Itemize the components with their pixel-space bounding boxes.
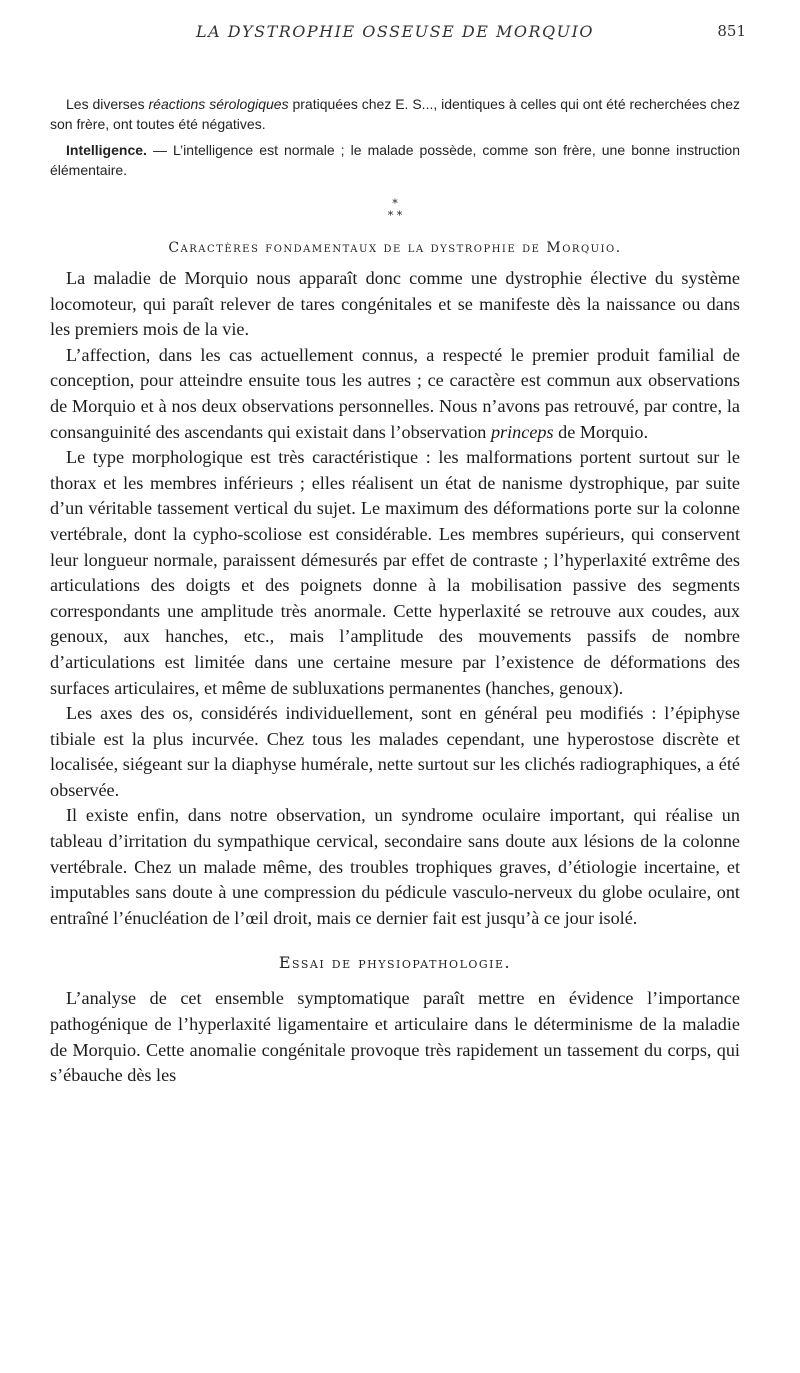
running-head: [50, 0, 746, 50]
body-paragraph: L’analyse de cet ensemble symptomatique paraît mettre en évidence l’importance pathogénique de l’hyperlaxité ligamentaire et articulaire dans le déterminisme de la maladie de Morquio. Cette anomalie congénitale provoque très rapidement un tassement du corps, qui s’ébauche dès les: [50, 988, 740, 1086]
princeps-italic: princeps: [490, 421, 554, 442]
intelligence-paragraph: [50, 140, 740, 180]
body-text: de Morquio.: [553, 421, 649, 442]
section-heading-essai: Essai de physiopathologie.: [278, 953, 512, 973]
page-number: 851: [717, 22, 746, 40]
body-paragraph: Il existe enfin, dans notre observation, un syndrome oculaire important, qui réalise un tableau d’irritation du sympathique cervical, secondaire sans doute aux lésions de la colonne vertébrale. Chez un malade même, des troubles trophiques graves, d’étiologie incertaine, et imputables sans doute à une compression du pédicule vasculo-nerveux du globe oculaire, ont entraîné l’énucléation de l’œil droit, mais ce dernier fait est jusqu’à ce jour isolé.: [50, 805, 740, 928]
intelligence-lead: Intelligence.: [66, 142, 147, 158]
body-text: L’affection, dans les cas actuellement connus, a respecté le premier produit familial de conception, pour atteindre ensuite tous les autres ; ce caractère est commun aux observations de Morquio et à nos deux observations personnelles. Nous n’avons pas retrouvé, par contre, la consanguinité des ascendants qui existait dans l’observation: [50, 344, 740, 442]
body-paragraph: La maladie de Morquio nous apparaît donc comme une dystrophie élective du système locomoteur, qui paraît relever de tares congénitales et se manifeste dès la naissance ou dans les premiers mois de la vie.: [50, 268, 740, 340]
asterism-bottom: * *: [387, 209, 403, 222]
body-paragraph: Le type morphologique est très caractéristique : les malformations portent surtout sur le thorax et les membres inférieurs ; elles réalisent un état de nanisme dystrophique, par suite d’un véritable tassement vertical du sujet. Le maximum des déformations porte sur la colonne vertébrale, dont la cypho-scoliose est considérable. Les membres supérieurs, qui conservent leur longueur normale, paraissent démesurés par effet de contraste ; l’hyperlaxité extrême des articulations des doigts et des poignets donne à la mobilisation passive des segments correspondants une amplitude très anormale. Cette hyperlaxité se retrouve aux coudes, aux genoux, aux hanches, etc., mais l’amplitude des mouvements passifs de nombre d’articulations est limitée dans une certaine mesure par l’existence de déformations des surfaces articulaires, et même de subluxations permanentes (hanches, genoux).: [50, 447, 740, 698]
body-paragraph: [50, 343, 740, 445]
asterism-top: *: [392, 197, 398, 210]
section-heading-caracteres: Caractères fondamentaux de la dystrophie de Morquio.: [168, 240, 622, 256]
serology-text-start: Les diverses: [66, 96, 149, 112]
body-paragraph: Les axes des os, considérés individuellement, sont en général peu modifiés : l’épiphyse tibiale est la plus incurvée. Chez tous les malades cependant, une hyperostose discrète et localisée, siégeant sur la diaphyse humérale, nette surtout sur les clichés radiographiques, a été observée.: [50, 703, 740, 800]
serology-paragraph: [50, 94, 740, 134]
page: [50, 0, 746, 1089]
serology-italic: réactions sérologiques: [148, 96, 289, 112]
running-title: LA DYSTROPHIE OSSEUSE DE MORQUIO: [195, 22, 595, 41]
asterism: [50, 198, 740, 222]
serology-text-end: pratiquées chez E. S..., identiques à celles qui ont été recherchées chez son frère, ont toutes été négatives.: [50, 96, 740, 132]
intelligence-text: — L’intelligence est normale ; le malade possède, comme son frère, une bonne instruction élémentaire.: [50, 142, 740, 178]
